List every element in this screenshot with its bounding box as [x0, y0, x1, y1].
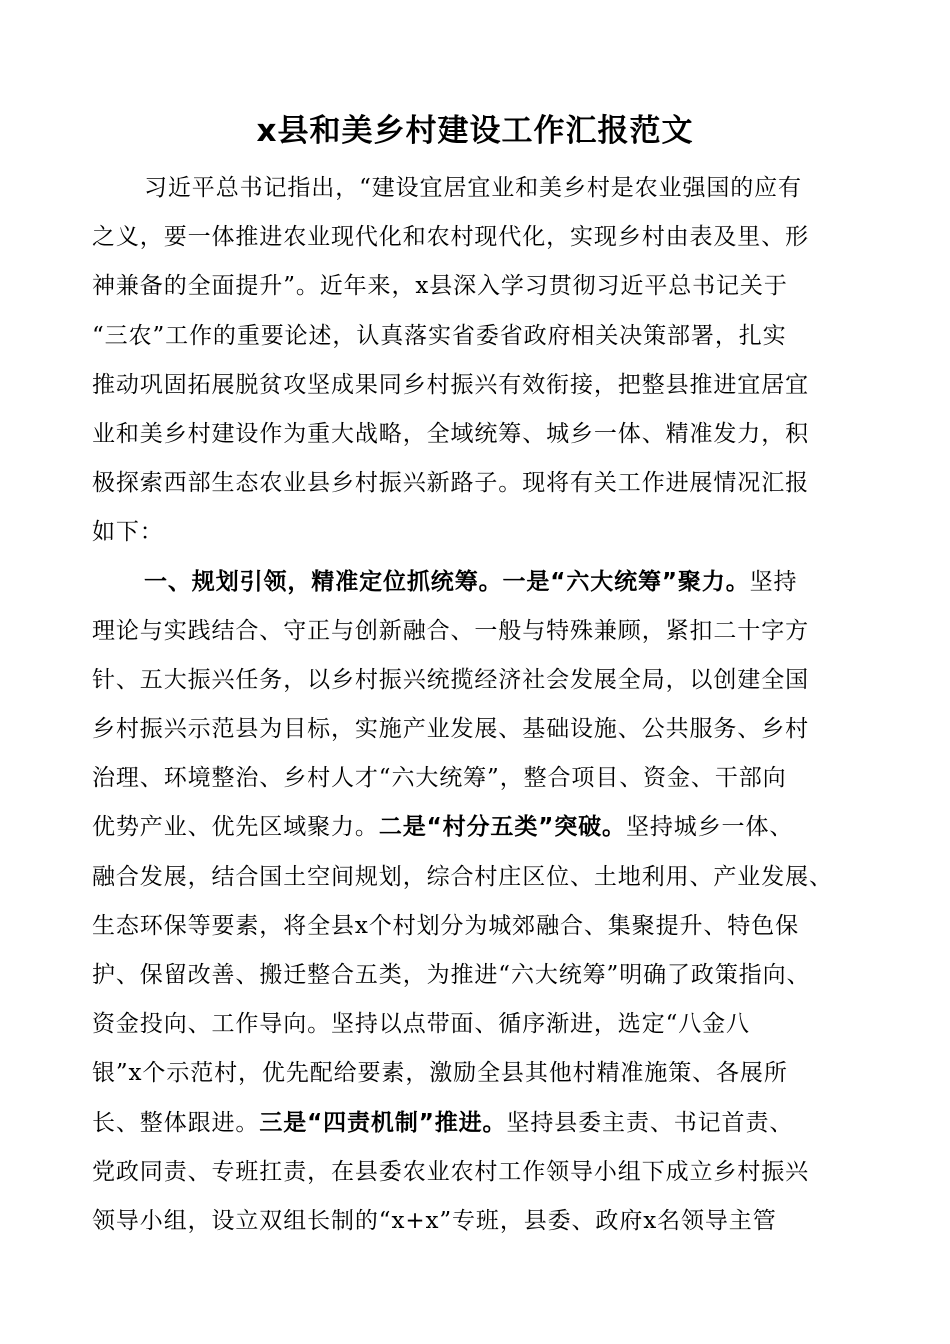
text-segment: 极探索西部生态农业县乡村振兴新路子。现将有关工作进展情况汇报 [92, 470, 809, 497]
text-segment: 之义，要一体推进农业现代化和农村现代化，实现乡村由表及里、形 [92, 224, 809, 251]
document-body [92, 164, 882, 1246]
text-line [92, 1197, 882, 1246]
text-line [92, 312, 882, 361]
text-line [92, 164, 882, 213]
text-segment: 理论与实践结合、守正与创新融合、一般与特殊兼顾，紧扣二十字方 [92, 617, 809, 644]
text-segment: 长、整体跟进。 [92, 1109, 260, 1136]
text-line [92, 410, 882, 459]
text-line [92, 558, 882, 607]
text-line [92, 705, 882, 754]
text-segment: 生态环保等要素，将全县x个村划分为城郊融合、集聚提升、特色保 [92, 912, 799, 939]
text-segment: 护、保留改善、搬迁整合五类，为推进“六大统筹”明确了政策指向、 [92, 962, 811, 988]
text-segment: 领导小组，设立双组长制的“x+x”专班，县委、政府x名领导主管 [92, 1207, 777, 1234]
text-line [92, 1049, 882, 1098]
text-segment: 坚持城乡一体、 [625, 814, 794, 841]
text-line [92, 951, 882, 1000]
text-segment: 针、五大振兴任务，以乡村振兴统揽经济社会发展全局，以创建全国 [92, 666, 809, 693]
text-line [92, 1099, 882, 1148]
text-segment: 神兼备的全面提升”。近年来，x县深入学习贯彻习近平总书记关于 [92, 273, 788, 300]
text-segment: 党政同责、专班扛责，在县委农业农村工作领导小组下成立乡村振兴 [92, 1158, 809, 1185]
bold-heading-segment: 一、规划引领，精准定位抓统筹。一是“六大统筹”聚力。 [144, 568, 750, 595]
text-line [92, 361, 882, 410]
text-line [92, 213, 882, 262]
text-segment: 推动巩固拓展脱贫攻坚成果同乡村振兴有效衔接，把整县推进宜居宜 [92, 371, 809, 398]
text-segment: 坚持县委主责、书记首责、 [506, 1109, 794, 1136]
text-line [92, 262, 882, 311]
bold-heading-segment: 三是“四责机制”推进。 [259, 1109, 507, 1136]
text-line [92, 1000, 882, 1049]
text-segment: 坚持 [749, 568, 798, 595]
text-segment: 治理、环境整治、乡村人才“六大统筹”，整合项目、资金、干部向 [92, 765, 787, 792]
text-segment: 融合发展，结合国土空间规划，综合村庄区位、土地利用、产业发展、 [92, 863, 833, 890]
text-line [92, 459, 882, 508]
text-line [92, 803, 882, 852]
bold-heading-segment: 二是“村分五类”突破。 [378, 814, 626, 841]
text-segment: 如下： [92, 519, 164, 546]
text-line [92, 902, 882, 951]
text-segment: “三农”工作的重要论述，认真落实省委省政府相关决策部署，扎实 [92, 322, 787, 349]
text-segment: 乡村振兴示范县为目标，实施产业发展、基础设施、公共服务、乡村 [92, 716, 809, 743]
text-line [92, 754, 882, 803]
text-segment: 银”x个示范村，优先配给要素，激励全县其他村精准施策、各展所 [92, 1060, 788, 1087]
text-segment: 资金投向、工作导向。坚持以点带面、循序渐进，选定“八金八 [92, 1011, 750, 1038]
text-line [92, 508, 882, 557]
text-line [92, 656, 882, 705]
text-line [92, 853, 882, 902]
text-segment: 优势产业、优先区域聚力。 [92, 814, 379, 841]
text-segment: 习近平总书记指出，“建设宜居宜业和美乡村是农业强国的应有 [144, 175, 802, 201]
text-segment: 业和美乡村建设作为重大战略，全域统筹、城乡一体、精准发力，积 [92, 420, 809, 447]
document-title: x县和美乡村建设工作汇报范文 [256, 113, 694, 149]
text-line [92, 607, 882, 656]
text-line [92, 1148, 882, 1197]
